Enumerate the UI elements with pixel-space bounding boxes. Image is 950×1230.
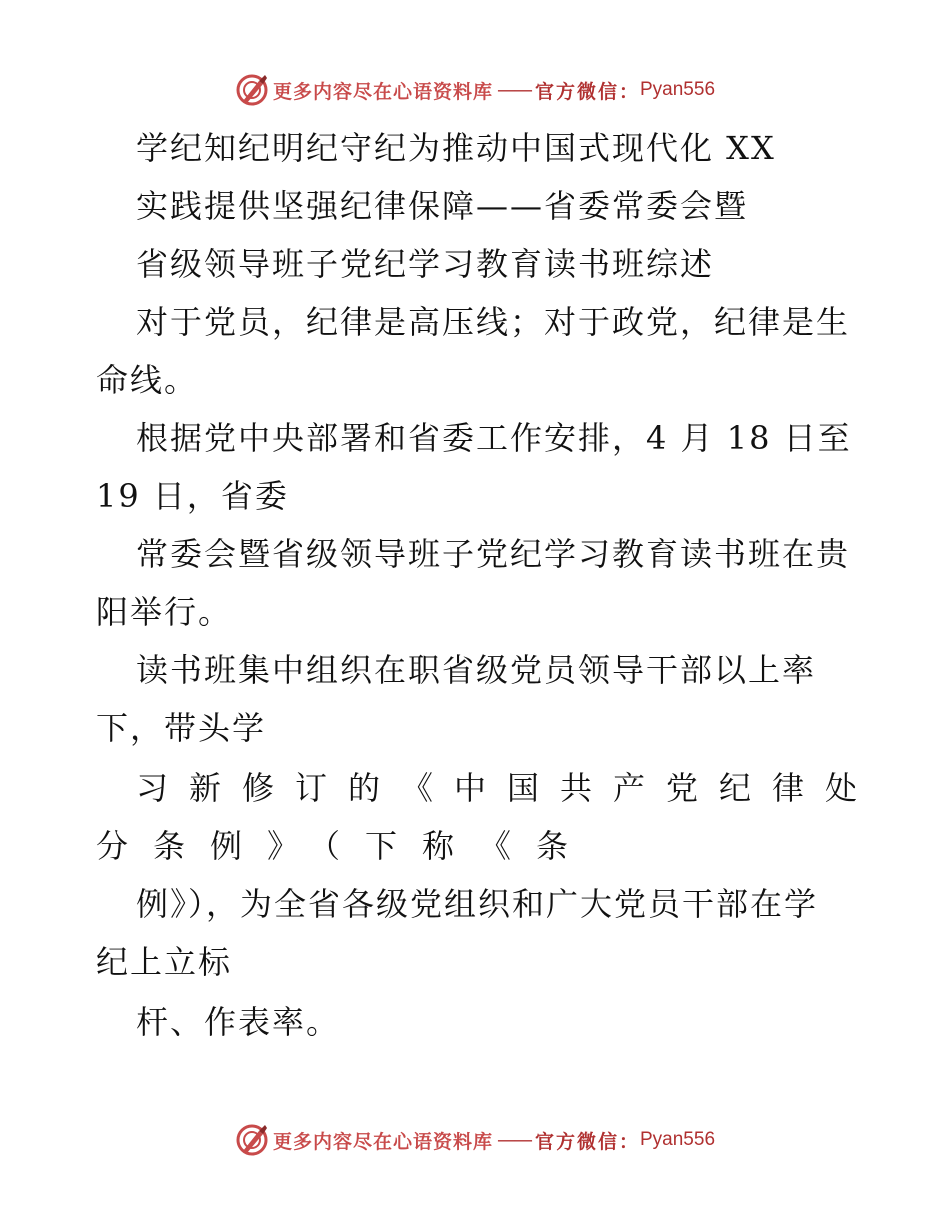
title-line-3: 省级领导班子党纪学习教育读书班综述: [136, 245, 715, 283]
title-line-2: 实践提供坚强纪律保障——省委常委会暨: [136, 187, 749, 225]
banner-brand-text: 更多内容尽在心语资料库: [272, 80, 493, 103]
paragraph-line: 下，带头学: [96, 709, 267, 747]
paragraph-line: 19 日，省委: [96, 477, 289, 515]
banner-brand-text: 更多内容尽在心语资料库: [272, 1130, 493, 1153]
paragraph-line: 根据党中央部署和省委工作安排，4 月 18 日至: [136, 419, 852, 457]
paragraph-line: 命线。: [96, 361, 199, 399]
paragraph-line: 阳举行。: [96, 593, 233, 631]
banner-wechat-label: 官方微信：: [534, 1130, 640, 1153]
banner-wechat-id: Pyan556: [640, 1129, 716, 1150]
paragraph-line: 对于党员，纪律是高压线；对于政党，纪律是生: [136, 303, 851, 341]
banner-wechat-id: Pyan556: [640, 79, 716, 100]
banner-dash: ——: [496, 1129, 531, 1151]
pen-logo-icon: [235, 1123, 269, 1157]
paragraph-line: 纪上立标: [96, 943, 233, 981]
paragraph-line: 例》），为全省各级党组织和广大党员干部在学: [136, 885, 819, 923]
title-line-1: 学纪知纪明纪守纪为推动中国式现代化 XX: [136, 129, 776, 167]
paragraph-line: 杆、作表率。: [136, 1003, 341, 1041]
paragraph-line: 读书班集中组织在职省级党员领导干部以上率: [136, 651, 817, 689]
paragraph-line: 常委会暨省级领导班子党纪学习教育读书班在贵: [136, 535, 851, 573]
paragraph-line: 习新修订的《中国共产党纪律处: [136, 769, 879, 807]
paragraph-line: 分条例》（下称《条: [96, 827, 594, 865]
banner-dash: ——: [496, 79, 531, 101]
footer-banner: [0, 1120, 950, 1160]
banner-wechat-label: 官方微信：: [534, 80, 640, 103]
